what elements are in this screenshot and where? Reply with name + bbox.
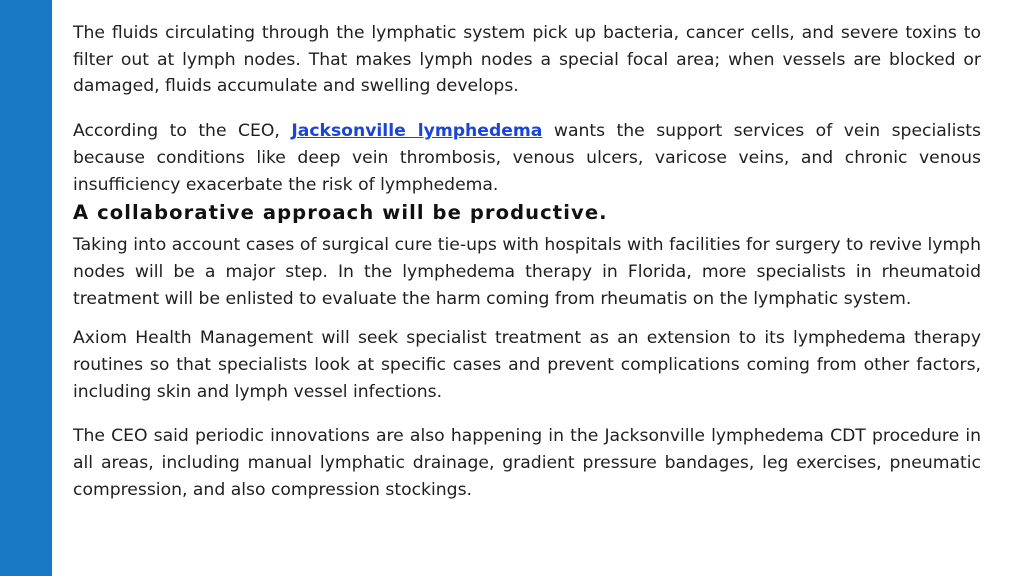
section-heading: A collaborative approach will be productive. (73, 201, 608, 225)
paragraph-cdt-innovations: The CEO said periodic innovations are also happening in the Jacksonville lymphedema CDT procedure in all areas, including manual lymphatic drainage, gradient pressure bandages, leg exercises, pneumatic compression, and also compression stockings. (73, 426, 981, 500)
paragraph-surgical-tie-ups: Taking into account cases of surgical cure tie-ups with hospitals with facilities for surgery to revive lymph nodes will be a major step. In the lymphedema therapy in Florida, more specialists in rheumatoid treatment will be enlisted to evaluate the harm coming from rheumatis on the lymphatic system. (73, 235, 981, 309)
paragraph-axiom-health: Axiom Health Management will seek specialist treatment as an extension to its lymphedema therapy routines so that specialists look at specific cases and prevent complications coming from other factors, including skin and lymph vessel infections. (73, 328, 981, 402)
paragraph-ceo-quote (73, 118, 981, 198)
article-body (73, 20, 981, 504)
jacksonville-lymphedema-link[interactable]: Jacksonville lymphedema (291, 121, 543, 142)
paragraph-ceo-quote-rest: wants the support services of vein specialists because conditions like deep vein thrombosis, venous ulcers, varicose veins, and chronic venous insufficiency exacerbate the risk of lymphedema. (73, 121, 981, 195)
paragraph-ceo-quote-intro: According to the CEO, (73, 121, 292, 142)
paragraph-lymph-nodes: The fluids circulating through the lymphatic system pick up bacteria, cancer cells, and severe toxins to filter out at lymph nodes. That makes lymph nodes a special focal area; when vessels are blocked or damaged, fluids accumulate and swelling develops. (73, 23, 981, 97)
left-accent-bar (0, 0, 52, 576)
